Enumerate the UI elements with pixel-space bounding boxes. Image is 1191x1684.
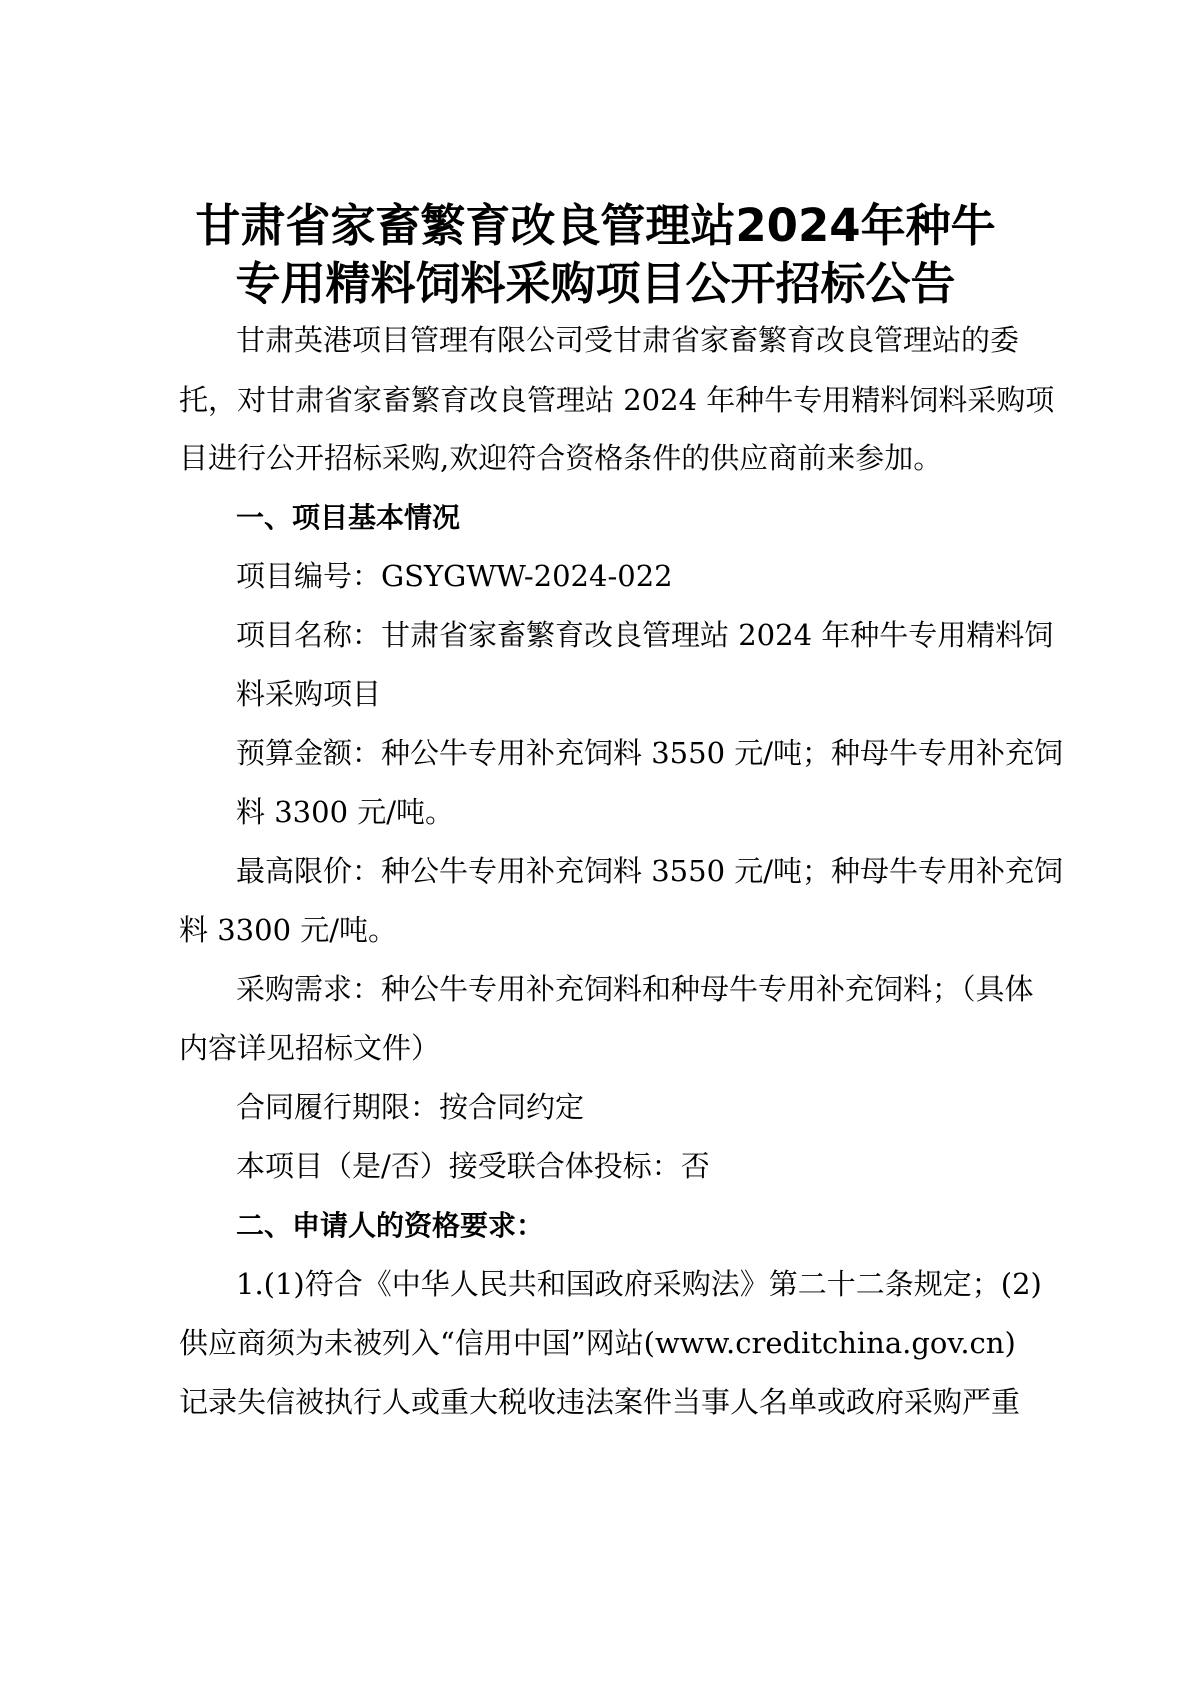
project-number: 项目编号：GSYGWW-2024-022 [236,559,673,593]
max-price-line-1: 最高限价：种公牛专用补充饲料 3550 元/吨；种母牛专用补充饲 [236,854,1064,888]
qualification-item-1-line-3: 记录失信被执行人或重大税收违法案件当事人名单或政府采购严重 [179,1385,1021,1419]
max-price-line-2: 料 3300 元/吨。 [179,913,398,947]
document-title-line-1: 甘肃省家畜繁育改良管理站2024年种牛 [195,199,996,252]
intro-line-1: 甘肃英港项目管理有限公司受甘肃省家畜繁育改良管理站的委 [236,323,1020,357]
section-2-heading: 二、申请人的资格要求： [236,1209,545,1242]
project-name-line-2: 料采购项目 [236,677,382,711]
intro-line-2: 托，对甘肃省家畜繁育改良管理站 2024 年种牛专用精料饲料采购项 [179,383,1055,417]
qualification-item-1-line-2: 供应商须为未被列入“信用中国”网站(www.creditchina.gov.cn) [179,1326,1016,1360]
demand-line-2: 内容详见招标文件） [179,1031,441,1065]
document-title-line-2: 专用精料饲料采购项目公开招标公告 [235,257,956,310]
contract-term: 合同履行期限：按合同约定 [236,1090,585,1124]
qualification-item-1-line-1: 1.(1)符合《中华人民共和国政府采购法》第二十二条规定；(2) [236,1267,1042,1301]
consortium-bid: 本项目（是/否）接受联合体投标：否 [236,1149,710,1183]
budget-line-1: 预算金额：种公牛专用补充饲料 3550 元/吨；种母牛专用补充饲 [236,736,1064,770]
section-1-heading: 一、项目基本情况 [236,501,461,534]
demand-line-1: 采购需求：种公牛专用补充饲料和种母牛专用补充饲料；（具体 [236,972,1034,1006]
budget-line-2: 料 3300 元/吨。 [236,795,455,829]
intro-line-3: 目进行公开招标采购,欢迎符合资格条件的供应商前来参加。 [179,441,943,475]
project-name-line-1: 项目名称：甘肃省家畜繁育改良管理站 2024 年种牛专用精料饲 [236,618,1054,652]
